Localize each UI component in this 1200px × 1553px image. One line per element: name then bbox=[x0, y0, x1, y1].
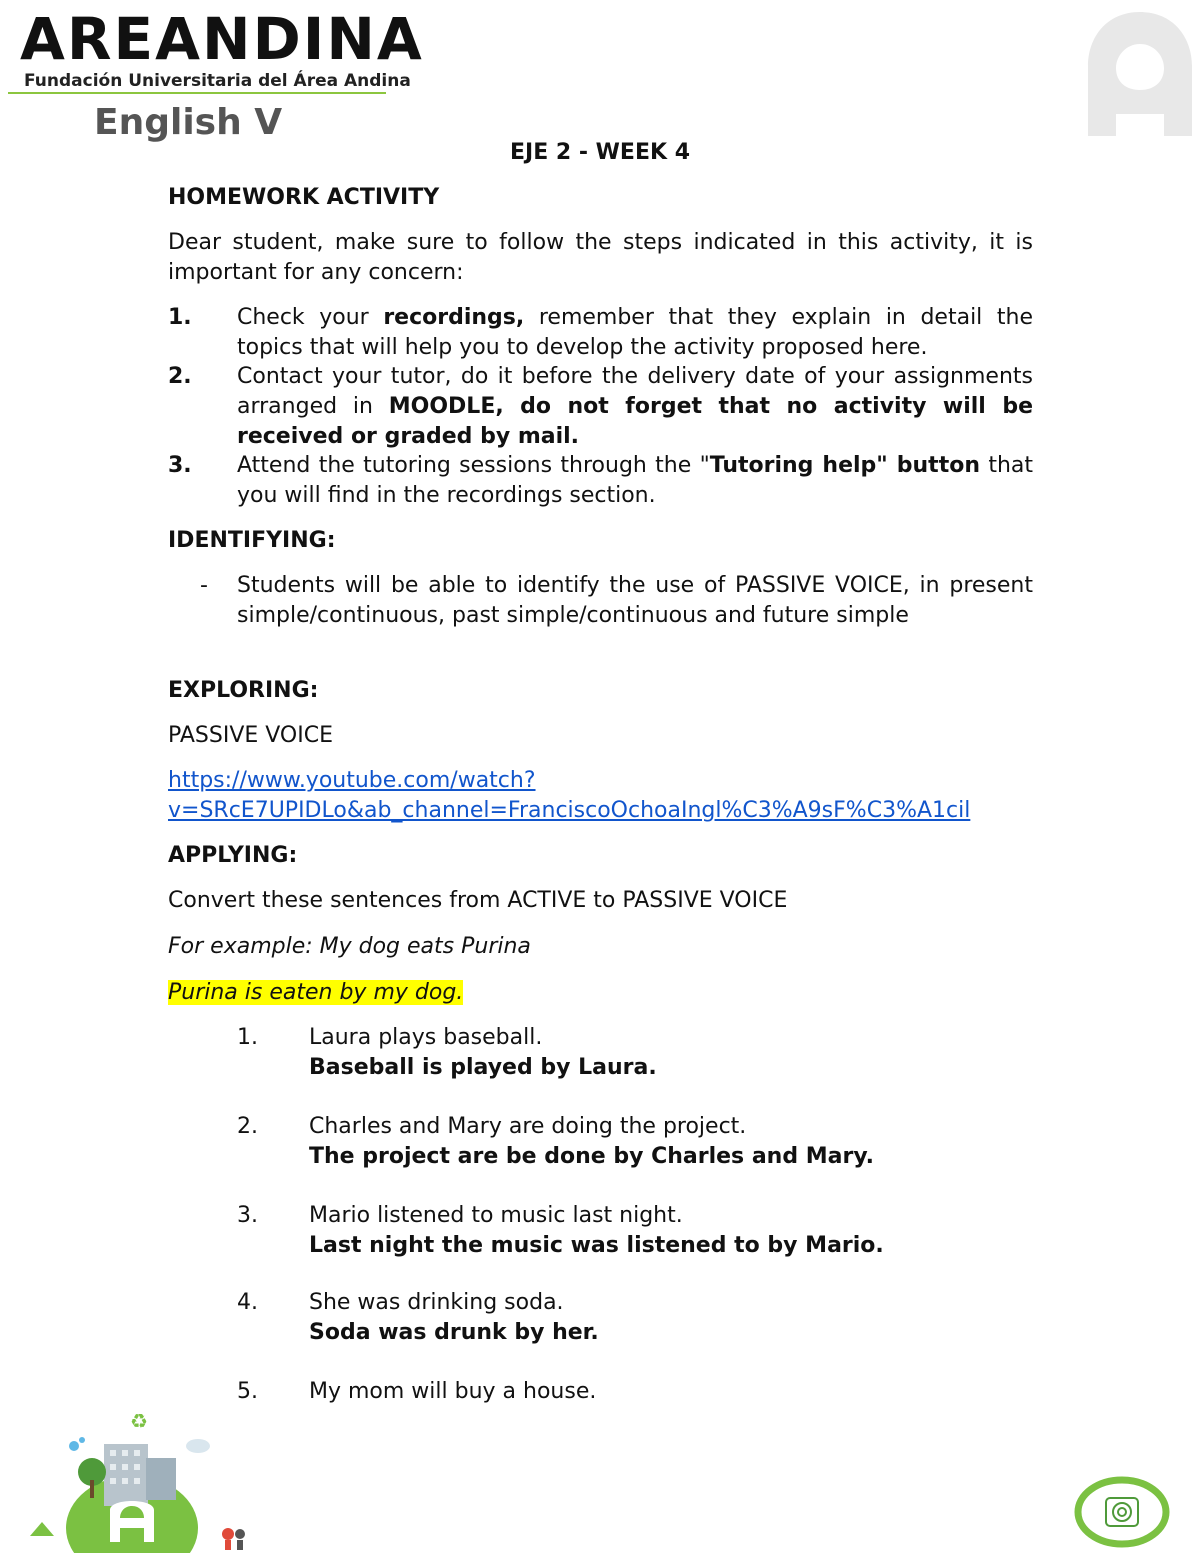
applying-heading: APPLYING: bbox=[168, 843, 298, 868]
exercise-sentence: Laura plays baseball. bbox=[309, 1025, 543, 1050]
exercise-number: 3. bbox=[237, 1203, 258, 1228]
exercise-number: 1. bbox=[237, 1025, 258, 1050]
exercise-number: 5. bbox=[237, 1379, 258, 1404]
page-title: EJE 2 - WEEK 4 bbox=[510, 140, 690, 165]
step-number: 2. bbox=[168, 364, 192, 389]
intro-paragraph: Dear student, make sure to follow the steps indicated in this activity, it is important for any concern: bbox=[168, 230, 1033, 285]
watermark-logo-icon bbox=[1082, 4, 1198, 144]
step-item: Contact your tutor, do it before the delivery date of your assignments arranged in MOODLE, do not forget that no activity will be received or graded by mail. bbox=[237, 364, 1033, 449]
step-item: Check your recordings, remember that they explain in detail the topics that will help you to develop the activity proposed here. bbox=[237, 305, 1033, 360]
exploring-heading: EXPLORING: bbox=[168, 678, 319, 703]
exercise-answer: Baseball is played by Laura. bbox=[309, 1055, 657, 1080]
exercise-sentence: My mom will buy a house. bbox=[309, 1379, 597, 1404]
exercise-number: 2. bbox=[237, 1114, 258, 1139]
exploring-topic: PASSIVE VOICE bbox=[168, 723, 333, 748]
example-answer bbox=[168, 978, 1033, 1008]
exercise-answer: Last night the music was listened to by Mario. bbox=[309, 1233, 884, 1258]
bullet-dash: - bbox=[200, 573, 208, 598]
exercise-sentence: She was drinking soda. bbox=[309, 1290, 564, 1315]
identifying-text: Students will be able to identify the use of PASSIVE VOICE, in present simple/continuous, past simple/continuous and future simple bbox=[237, 573, 1033, 628]
svg-text:♻: ♻ bbox=[130, 1410, 148, 1433]
logo-divider bbox=[8, 92, 386, 94]
logo-subtitle: Fundación Universitaria del Área Andina bbox=[24, 71, 411, 91]
exercise-sentence: Charles and Mary are doing the project. bbox=[309, 1114, 747, 1139]
fingerprint-badge-icon bbox=[1074, 1476, 1170, 1548]
step-number: 3. bbox=[168, 453, 192, 478]
video-link[interactable] bbox=[168, 766, 1048, 826]
homework-heading: HOMEWORK ACTIVITY bbox=[168, 185, 440, 210]
exercise-answer: Soda was drunk by her. bbox=[309, 1320, 599, 1345]
identifying-heading: IDENTIFYING: bbox=[168, 528, 336, 553]
exercise-answer: The project are be done by Charles and Mary. bbox=[309, 1144, 874, 1169]
video-link-line1[interactable]: https://www.youtube.com/watch? bbox=[168, 768, 536, 793]
instruction-text: Convert these sentences from ACTIVE to PASSIVE VOICE bbox=[168, 888, 788, 913]
step-number: 1. bbox=[168, 305, 192, 330]
highlighted-answer: Purina is eaten by my dog. bbox=[168, 980, 464, 1005]
example-text: For example: My dog eats Purina bbox=[168, 934, 531, 959]
course-title: English V bbox=[94, 102, 283, 143]
exercise-number: 4. bbox=[237, 1290, 258, 1315]
step-item: Attend the tutoring sessions through the "Tutoring help" button that you will find in the recordings section. bbox=[237, 453, 1033, 508]
areandina-logo: AREANDINA bbox=[20, 5, 424, 73]
eco-city-illustration-icon bbox=[12, 1410, 252, 1553]
exercise-sentence: Mario listened to music last night. bbox=[309, 1203, 683, 1228]
video-link-line2[interactable]: v=SRcE7UPIDLo&ab_channel=FranciscoOchoaIngl%C3%A9sF%C3%A1cil bbox=[168, 798, 971, 823]
